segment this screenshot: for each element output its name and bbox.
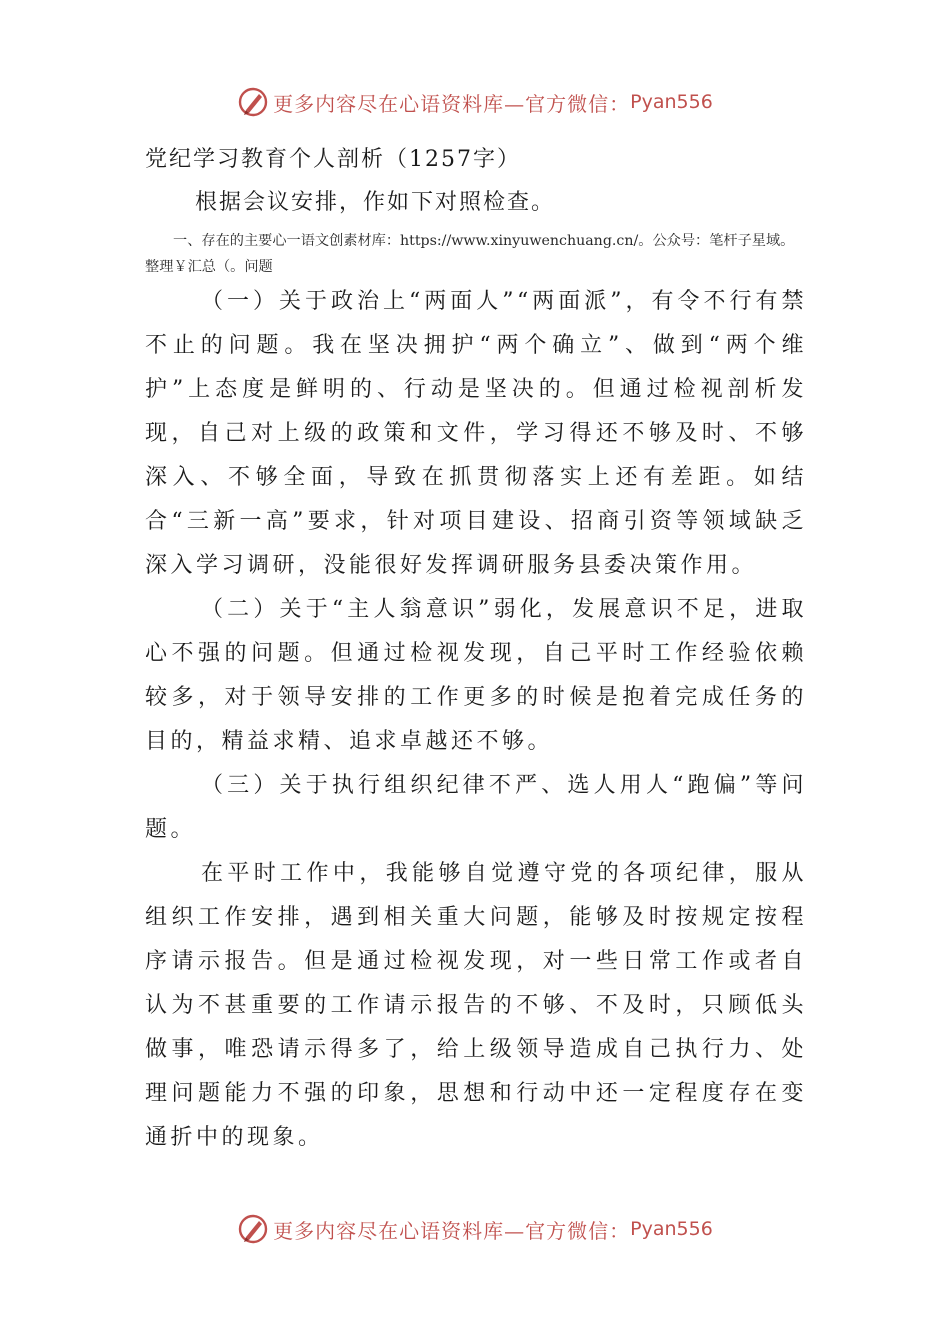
section-heading: 一、存在的主要心一语文创素材库：https://www.xinyuwenchuang.cn/。公众号：笔杆子星域。整理￥汇总（。问题 bbox=[145, 233, 795, 275]
paragraph-1: （一）关于政治上“两面人”“两面派”，有令不行有禁不止的问题。我在坚决拥护“两个确立”、做到“两个维护”上态度是鲜明的、行动是坚决的。但通过检视剖析发现，自己对上级的政策和文件，学习得还不够及时、不够深入、不够全面，导致在抓贯彻落实上还有差距。如结合“三新一高”要求，针对项目建设、招商引资等领域缺乏深入学习调研，没能很好发挥调研服务县委决策作用。 bbox=[145, 289, 807, 578]
banner-text: 更多内容尽在心语资料库—官方微信： bbox=[273, 91, 631, 116]
pen-logo-icon bbox=[237, 1213, 269, 1245]
header-banner bbox=[0, 82, 950, 122]
footer-banner bbox=[0, 1209, 950, 1249]
document-body bbox=[145, 140, 807, 1160]
paragraph-4: 在平时工作中，我能够自觉遵守党的各项纪律，服从组织工作安排，遇到相关重大问题，能够及时按规定按程序请示报告。但是通过检视发现，对一些日常工作或者自认为不甚重要的工作请示报告的不够、不及时，只顾低头做事，唯恐请示得多了，给上级领导造成自己执行力、处理问题能力不强的印象，思想和行动中还一定程度存在变通折中的现象。 bbox=[145, 861, 807, 1150]
footer-banner-text: 更多内容尽在心语资料库—官方微信： bbox=[273, 1218, 631, 1243]
banner-wechat-id: Pyan556 bbox=[630, 91, 713, 113]
paragraph-2: （二）关于“主人翁意识”弱化，发展意识不足，进取心不强的问题。但通过检视发现，自己平时工作经验依赖较多，对于领导安排的工作更多的时候是抱着完成任务的目的，精益求精、追求卓越还不够。 bbox=[145, 597, 807, 754]
document-title: 党纪学习教育个人剖析（1257字） bbox=[145, 147, 521, 172]
footer-banner-wechat-id: Pyan556 bbox=[630, 1218, 713, 1240]
paragraph-3: （三）关于执行组织纪律不严、选人用人“跑偏”等问题。 bbox=[145, 773, 807, 842]
intro-line: 根据会议安排，作如下对照检查。 bbox=[195, 190, 556, 215]
pen-logo-icon bbox=[237, 86, 269, 118]
